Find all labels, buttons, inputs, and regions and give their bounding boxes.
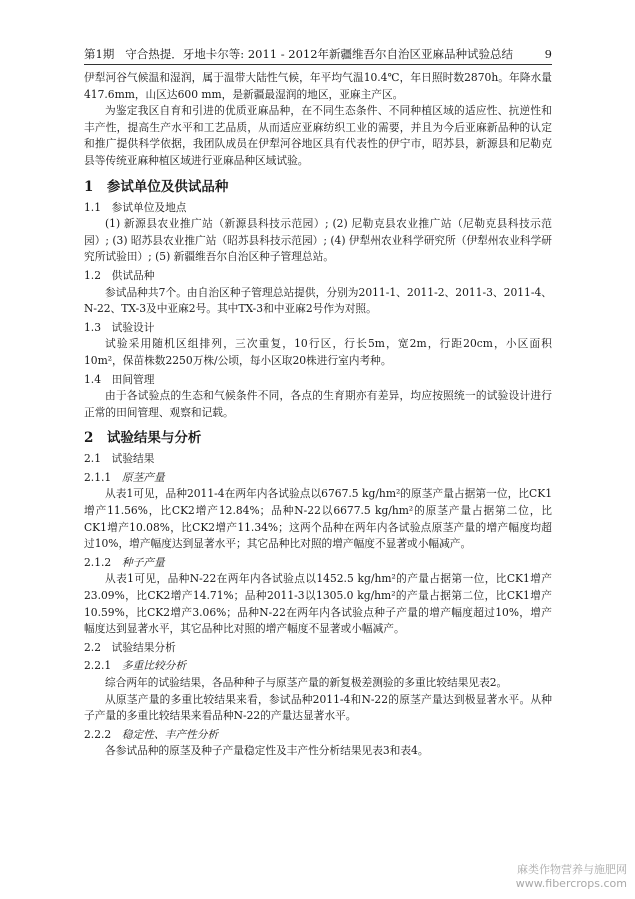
section-heading: 2 试验结果与分析	[84, 430, 202, 447]
subsection-heading: 1.2 供试品种	[84, 268, 155, 282]
paragraph: 为鉴定我区自育和引进的优质亚麻品种，在不同生态条件、不同种植区域的适应性、抗逆性和丰产性，提高生产水平和工艺品质，从而适应亚麻纺织工业的需要，并且为今后亚麻新品种的认定和推广提供科学依据，我团队成员在伊犁河谷地区具有代表性的伊宁市，昭苏县，新源县和尼勒克县等传统亚麻种植区域进行亚麻品种区域试验。	[84, 104, 552, 167]
paragraph: 伊犁河谷气候温和湿润，属于温带大陆性气候，年平均气温10.4℃，年日照时数2870h。年降水量417.6mm，山区达600 mm，是新疆最湿润的地区，亚麻主产区。	[84, 71, 552, 101]
heading-text: 多重比较分析	[121, 659, 187, 673]
subsubsection-heading	[84, 727, 552, 744]
subsubsection-heading	[84, 658, 552, 675]
header-left	[84, 44, 513, 64]
heading-text: 稳定性、丰产性分析	[121, 727, 219, 741]
watermark	[516, 863, 627, 891]
subsubsection-heading	[84, 470, 552, 487]
section-heading: 1 参试单位及供试品种	[84, 178, 229, 195]
paragraph: 试验采用随机区组排列，三次重复，10行区，行长5m，宽2m，行距20cm，小区面积10m²，保苗株数2250万株/公顷，每小区取20株进行室内考种。	[84, 337, 552, 367]
running-title: 守合热提．牙地卡尔等: 2011 - 2012年新疆维吾尔自治区亚麻品种试验总结	[125, 47, 514, 61]
subsection-heading: 1.1 参试单位及地点	[84, 200, 187, 214]
page	[84, 0, 552, 899]
paragraph: 参试品种共7个。由自治区种子管理总站提供，分别为2011-1、2011-2、2011-3、2011-4、N-22、TX-3及中亚麻2号。其中TX-3和中亚麻2号作为对照。	[84, 285, 552, 316]
running-header	[84, 44, 552, 65]
heading-text: 种子产量	[121, 555, 165, 569]
heading-number: 2.1.2	[84, 555, 112, 569]
watermark-text: 麻类作物营养与施肥网	[517, 863, 627, 876]
heading-number: 2.1.1	[84, 470, 112, 484]
subsection-heading: 1.4 田间管理	[84, 372, 155, 386]
issue-label: 第1期	[84, 47, 115, 61]
article-body	[84, 70, 552, 760]
subsection-heading: 2.1 试验结果	[84, 452, 155, 466]
paragraph: 从表1可见，品种N-22在两年内各试验点以1452.5 kg/hm²的产量占据第一位，比CK1增产23.09%，比CK2增产14.71%；品种2011-3以1305.0 kg/hm²的产量占据第二位，比CK1增产10.59%，比CK2增产3.06%；品种N-22在两年内各试验点种子产量的增产幅度超过10%，增产幅度达到显著水平，其它品种比对照的增产幅度不显著或小幅减产。	[84, 572, 552, 636]
paragraph: 综合两年的试验结果，各品种种子与原茎产量的新复极差测验的多重比较结果见表2。	[105, 676, 508, 689]
paragraph: 由于各试验点的生态和气候条件不同，各点的生育期亦有差异，均应按照统一的试验设计进行正常的田间管理、观察和记载。	[84, 389, 552, 419]
subsection-heading: 2.2 试验结果分析	[84, 640, 176, 654]
subsubsection-heading	[84, 555, 552, 572]
heading-number: 2.2.1	[84, 659, 112, 673]
paragraph: (1) 新源县农业推广站（新源县科技示范园）; (2) 尼勒克县农业推广站（尼勒克县科技示范园）; (3) 昭苏县农业推广站（昭苏县科技示范园）; (4) 伊犁州农业科学研究所（伊犁州农业科学研究所试验田）; (5) 新疆维吾尔自治区种子管理总站。	[84, 217, 552, 264]
subsection-heading: 1.3 试验设计	[84, 320, 155, 334]
heading-text: 原茎产量	[121, 470, 165, 484]
paragraph: 从原茎产量的多重比较结果来看，参试品种2011-4和N-22的原茎产量达到极显著水平。从种子产量的多重比较结果来看品种N-22的产量达显著水平。	[84, 692, 552, 723]
heading-number: 2.2.2	[84, 727, 112, 741]
page-number: 9	[544, 47, 552, 61]
paragraph: 各参试品种的原茎及种子产量稳定性及丰产性分析结果见表3和表4。	[105, 744, 429, 758]
watermark-url: www.fibercrops.com	[515, 877, 627, 890]
paragraph: 从表1可见，品种2011-4在两年内各试验点以6767.5 kg/hm²的原茎产量占据第一位，比CK1增产11.56%，比CK2增产12.84%；品种N-22以6677.5 kg/hm²的原茎产量占据第二位，比CK1增产10.08%，比CK2增产11.34%；这两个品种在两年内各试验点原茎产量的增产幅度均超过10%，增产幅度达到显著水平；其它品种比对照的增产幅度不显著或小幅减产。	[84, 487, 552, 551]
